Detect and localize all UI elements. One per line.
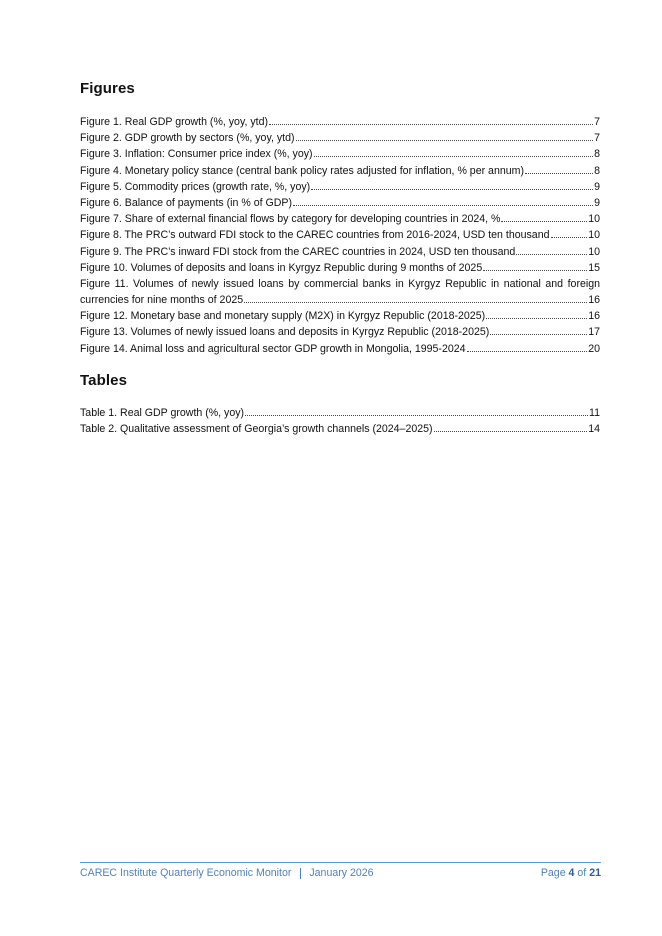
figure-13-entry[interactable] (80, 324, 600, 340)
figure-11-entry[interactable] (80, 276, 600, 308)
table-2-entry[interactable] (80, 421, 600, 437)
entry-text: Figure 10. Volumes of deposits and loans in Kyrgyz Republic during 9 months of 2025 (80, 261, 483, 274)
entry-text: Table 2. Qualitative assessment of Georgia’s growth channels (2024–2025) (80, 423, 433, 436)
entry-text-line-2-row (80, 292, 600, 308)
dot-leader (525, 173, 593, 174)
footer-divider (80, 862, 601, 863)
entry-text: Figure 6. Balance of payments (in % of GDP) (80, 196, 292, 209)
entry-page-number: 9 (594, 180, 600, 193)
figure-9-entry[interactable] (80, 244, 600, 260)
figure-14-entry[interactable] (80, 341, 600, 357)
entry-page-number: 15 (588, 261, 600, 274)
entry-text: Figure 12. Monetary base and monetary supply (M2X) in Kyrgyz Republic (2018-2025) (80, 310, 486, 323)
entry-page-number: 8 (594, 148, 600, 161)
dot-leader (293, 205, 593, 206)
dot-leader (551, 237, 588, 238)
entry-text: Figure 7. Share of external financial flows by category for developing countries in 2024, % (80, 213, 501, 226)
entry-text: Figure 3. Inflation: Consumer price index (%, yoy) (80, 148, 313, 161)
entry-page-number: 16 (588, 294, 600, 307)
dot-leader (467, 351, 588, 352)
figure-10-entry[interactable] (80, 260, 600, 276)
entry-page-number: 14 (588, 423, 600, 436)
footer-separator (300, 868, 301, 879)
entry-text: Table 1. Real GDP growth (%, yoy) (80, 407, 245, 419)
entry-text: Figure 1. Real GDP growth (%, yoy, ytd) (80, 116, 269, 128)
dot-leader (296, 140, 594, 141)
dot-leader (434, 431, 588, 432)
figure-2-entry[interactable] (80, 130, 600, 146)
entry-page-number: 20 (588, 342, 600, 355)
entry-page-number: 10 (588, 245, 600, 258)
table-1-entry[interactable] (80, 405, 600, 421)
tables-list (80, 405, 600, 437)
figure-7-entry[interactable] (80, 211, 600, 227)
figures-list (80, 114, 600, 357)
entry-text: Figure 4. Monetary policy stance (central bank policy rates adjusted for inflation, % per annum) (80, 164, 524, 177)
entry-page-number: 7 (594, 116, 600, 128)
footer-page-prefix: Page (540, 867, 566, 879)
entry-page-number: 10 (588, 229, 600, 242)
footer-page-total: 21 (589, 867, 601, 879)
entry-page-number: 9 (594, 196, 600, 209)
entry-page-number: 8 (594, 164, 600, 177)
figure-12-entry[interactable] (80, 308, 600, 324)
entry-text: Figure 5. Commodity prices (growth rate, %, yoy) (80, 180, 311, 193)
figure-8-entry[interactable] (80, 227, 600, 243)
figure-4-entry[interactable] (80, 163, 600, 179)
entry-text-line-1: Figure 11. Volumes of newly issued loans by commercial banks in Kyrgyz Republic in national and foreign (80, 277, 600, 290)
footer-page-of: of (577, 867, 587, 879)
figure-3-entry[interactable] (80, 146, 600, 162)
entry-text: Figure 2. GDP growth by sectors (%, yoy, ytd) (80, 132, 295, 145)
entry-page-number: 17 (588, 326, 600, 339)
entry-text-line-2: currencies for nine months of 2025 (80, 294, 244, 307)
dot-leader (314, 156, 594, 157)
entry-text: Figure 14. Animal loss and agricultural sector GDP growth in Mongolia, 1995-2024 (80, 342, 466, 355)
entry-text: Figure 9. The PRC’s inward FDI stock from the CAREC countries in 2024, USD ten thousand (80, 245, 516, 258)
entry-text: Figure 8. The PRC’s outward FDI stock to the CAREC countries from 2016-2024, USD ten thousand (80, 229, 550, 242)
footer-date: January 2026 (309, 867, 374, 879)
footer-page-indicator (541, 867, 601, 879)
figure-6-entry[interactable] (80, 195, 600, 211)
entry-text: Figure 13. Volumes of newly issued loans and deposits in Kyrgyz Republic (2018-2025) (80, 326, 490, 339)
figure-1-entry[interactable] (80, 114, 600, 130)
entry-page-number: 10 (588, 213, 600, 226)
entry-page-number: 7 (594, 132, 600, 145)
dot-leader (501, 221, 587, 222)
dot-leader (311, 189, 593, 190)
footer-page-current: 4 (568, 867, 575, 879)
dot-leader (486, 318, 587, 319)
figure-5-entry[interactable] (80, 179, 600, 195)
footer-publication-title: CAREC Institute Quarterly Economic Monitor (80, 867, 292, 879)
figures-heading: Figures (80, 80, 135, 97)
entry-page-number: 16 (588, 310, 600, 323)
page-footer (80, 866, 601, 880)
dot-leader (483, 270, 587, 271)
dot-leader (244, 302, 587, 303)
dot-leader (245, 415, 588, 416)
dot-leader (269, 124, 593, 125)
dot-leader (516, 254, 587, 255)
tables-heading: Tables (80, 372, 128, 389)
dot-leader (490, 334, 587, 335)
entry-page-number: 11 (589, 407, 600, 419)
